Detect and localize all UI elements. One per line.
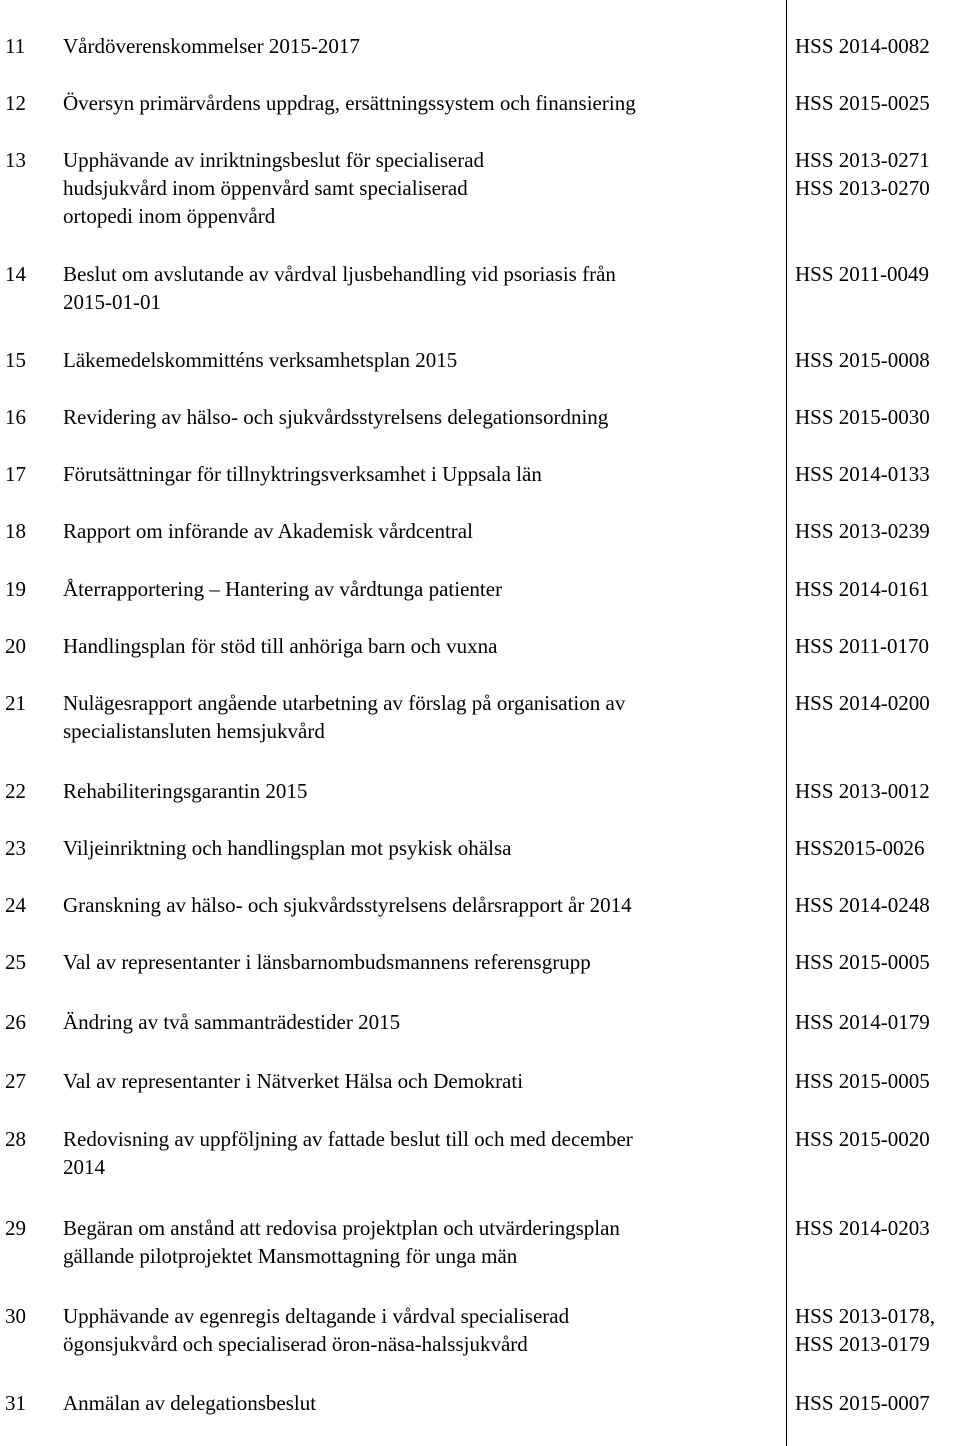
case-reference [795, 632, 960, 660]
item-title-line: Översyn primärvårdens uppdrag, ersättningssystem och finansiering [63, 91, 636, 115]
case-reference-line: HSS 2015-0020 [795, 1127, 930, 1151]
column-divider [786, 0, 787, 1446]
case-reference [795, 146, 960, 202]
item-title-line: hudsjukvård inom öppenvård samt specialiserad [63, 176, 468, 200]
item-title [63, 146, 768, 230]
item-title [63, 460, 768, 488]
item-title [63, 1214, 768, 1270]
item-title [63, 260, 768, 316]
item-number: 16 [5, 405, 26, 429]
item-number: 26 [5, 1010, 26, 1034]
case-reference-line: HSS 2013-0271 [795, 148, 930, 172]
item-title-line: Granskning av hälso- och sjukvårdsstyrelsens delårsrapport år 2014 [63, 893, 632, 917]
case-reference-line: HSS 2015-0005 [795, 950, 930, 974]
case-reference [795, 575, 960, 603]
case-reference-line: HSS 2011-0170 [795, 634, 929, 658]
item-number: 11 [5, 34, 26, 58]
item-title-line: Revidering av hälso- och sjukvårdsstyrelsens delegationsordning [63, 405, 609, 429]
case-reference [795, 1302, 960, 1358]
case-reference-line: HSS 2014-0133 [795, 462, 930, 486]
case-reference [795, 517, 960, 545]
case-reference-line: HSS 2013-0239 [795, 519, 930, 543]
case-reference [795, 89, 960, 117]
case-reference [795, 1125, 960, 1153]
case-reference-line: HSS 2014-0248 [795, 893, 930, 917]
item-title-line: Begäran om anstånd att redovisa projektplan och utvärderingsplan [63, 1216, 620, 1240]
case-reference [795, 403, 960, 431]
item-number: 21 [5, 691, 26, 715]
case-reference-line: HSS 2014-0161 [795, 577, 930, 601]
item-title-line: ögonsjukvård och specialiserad öron-näsa-halssjukvård [63, 1332, 528, 1356]
item-title-line: Redovisning av uppföljning av fattade beslut till och med december [63, 1127, 633, 1151]
item-title-line: Ändring av två sammanträdestider 2015 [63, 1010, 401, 1034]
item-title-line: Val av representanter i länsbarnombudsmannens referensgrupp [63, 950, 591, 974]
item-title [63, 891, 768, 919]
case-reference [795, 1008, 960, 1036]
item-title [63, 32, 768, 60]
item-title-line: Beslut om avslutande av vårdval ljusbehandling vid psoriasis från [63, 262, 616, 286]
item-title-line: specialistansluten hemsjukvård [63, 719, 325, 743]
case-reference [795, 834, 960, 862]
case-reference-line: HSS 2014-0200 [795, 691, 930, 715]
item-title [63, 517, 768, 545]
item-number: 15 [5, 348, 26, 372]
case-reference [795, 1067, 960, 1095]
item-number: 24 [5, 893, 26, 917]
case-reference [795, 1214, 960, 1242]
item-number: 22 [5, 779, 26, 803]
item-title-line: Upphävande av egenregis deltagande i vårdval specialiserad [63, 1304, 570, 1328]
case-reference-line: HSS 2013-0179 [795, 1332, 930, 1356]
item-title [63, 1302, 768, 1358]
case-reference-line: HSS 2014-0082 [795, 34, 930, 58]
case-reference-line: HSS 2011-0049 [795, 262, 929, 286]
item-title-line: Nulägesrapport angående utarbetning av förslag på organisation av [63, 691, 626, 715]
item-title [63, 1125, 768, 1181]
item-number: 28 [5, 1127, 26, 1151]
case-reference [795, 460, 960, 488]
case-reference-line: HSS 2015-0025 [795, 91, 930, 115]
item-title-line: Vårdöverenskommelser 2015-2017 [63, 34, 360, 58]
case-reference-line: HSS 2015-0008 [795, 348, 930, 372]
item-title [63, 1008, 768, 1036]
item-number: 31 [5, 1391, 26, 1415]
item-title-line: 2015-01-01 [63, 290, 161, 314]
item-title-line: gällande pilotprojektet Mansmottagning för unga män [63, 1244, 518, 1268]
case-reference [795, 32, 960, 60]
item-title-line: 2014 [63, 1155, 105, 1179]
item-title-line: Handlingsplan för stöd till anhöriga barn och vuxna [63, 634, 498, 658]
item-title-line: Viljeinriktning och handlingsplan mot psykisk ohälsa [63, 836, 512, 860]
item-title [63, 777, 768, 805]
item-title-line: Läkemedelskommitténs verksamhetsplan 2015 [63, 348, 458, 372]
item-number: 18 [5, 519, 26, 543]
item-number: 27 [5, 1069, 26, 1093]
item-number: 29 [5, 1216, 26, 1240]
case-reference-line: HSS 2013-0012 [795, 779, 930, 803]
item-title [63, 346, 768, 374]
item-title [63, 403, 768, 431]
item-number: 23 [5, 836, 26, 860]
case-reference-line: HSS 2015-0007 [795, 1391, 930, 1415]
item-title-line: Återrapportering – Hantering av vårdtunga patienter [63, 577, 503, 601]
item-number: 19 [5, 577, 26, 601]
item-number: 12 [5, 91, 26, 115]
item-title [63, 575, 768, 603]
item-title [63, 89, 768, 117]
case-reference-line: HSS 2014-0203 [795, 1216, 930, 1240]
case-reference [795, 948, 960, 976]
case-reference [795, 1389, 960, 1417]
item-number: 30 [5, 1304, 26, 1328]
item-title-line: Anmälan av delegationsbeslut [63, 1391, 317, 1415]
item-title-line: Förutsättningar för tillnyktringsverksamhet i Uppsala län [63, 462, 542, 486]
case-reference-line: HSS 2015-0005 [795, 1069, 930, 1093]
item-title-line: ortopedi inom öppenvård [63, 204, 276, 228]
item-title-line: Rapport om införande av Akademisk vårdcentral [63, 519, 473, 543]
item-title [63, 689, 768, 745]
item-number: 25 [5, 950, 26, 974]
case-reference [795, 689, 960, 717]
item-title-line: Upphävande av inriktningsbeslut för specialiserad [63, 148, 485, 172]
item-title [63, 1067, 768, 1095]
case-reference-line: HSS 2014-0179 [795, 1010, 930, 1034]
case-reference-line: HSS 2013-0270 [795, 176, 930, 200]
item-number: 20 [5, 634, 26, 658]
case-reference [795, 777, 960, 805]
item-title [63, 948, 768, 976]
case-reference-line: HSS 2013-0178, [795, 1304, 936, 1328]
item-number: 13 [5, 148, 26, 172]
item-title [63, 632, 768, 660]
item-title-line: Val av representanter i Nätverket Hälsa och Demokrati [63, 1069, 524, 1093]
item-number: 14 [5, 262, 26, 286]
case-reference-line: HSS 2015-0030 [795, 405, 930, 429]
case-reference-line: HSS2015-0026 [795, 836, 925, 860]
item-title-line: Rehabiliteringsgarantin 2015 [63, 779, 308, 803]
case-reference [795, 260, 960, 288]
item-number: 17 [5, 462, 26, 486]
item-title [63, 834, 768, 862]
item-title [63, 1389, 768, 1417]
case-reference [795, 346, 960, 374]
case-reference [795, 891, 960, 919]
